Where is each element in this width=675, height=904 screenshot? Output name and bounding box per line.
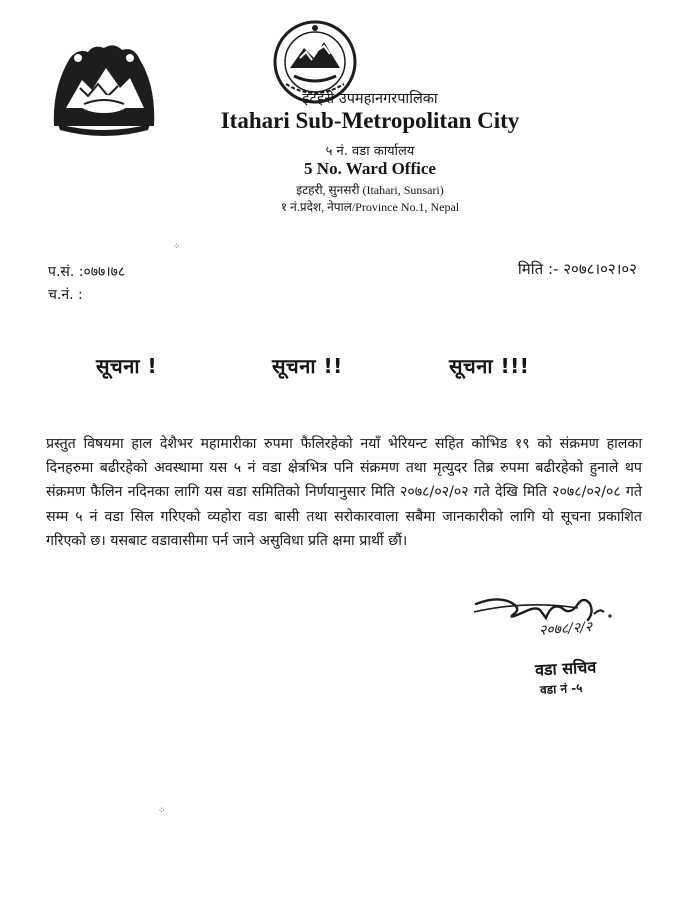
signatory-ward: वडा नं -५ — [539, 680, 583, 698]
handwritten-signature — [466, 590, 656, 720]
address-line-2: १ नं.प्रदेश, नेपाल/Province No.1, Nepal — [280, 200, 460, 214]
office-name-english: Itahari Sub-Metropolitan City — [220, 108, 520, 133]
signatory-title: वडा सचिव — [534, 657, 597, 680]
address-line-1: इटहरी, सुनसरी (Itahari, Sunsari) — [296, 183, 444, 197]
notice-heading-1: सूचना ! — [96, 354, 158, 378]
notice-heading-3: सूचना !!! — [449, 354, 530, 378]
scan-speck: ⁘ — [158, 806, 166, 816]
signature-date: २०७८/२/२ — [538, 619, 593, 639]
notice-body: प्रस्तुत विषयमा हाल देशैभर महामारीका रुपमा फैलिरहेको नयाँ भेरियन्ट सहित कोभिड १९ को संक्रमण हालका दिनहरुमा बढीरहेको अवस्थामा यस ५ नं वडा क्षेत्रभित्र पनि संक्रमण तथा मृत्युदर तिब्र रुपमा बढीरहेको हुनाले थप संक्रमण फैलिन नदिनका लागि यस वडा समितिको निर्णयानुसार मिति २०७८/०२/०२ गते देखि मिति २०७८/०२/०८ गते सम्म ५ नं वडा सिल गरिएको व्यहोरा वडा बासी तथा सरोकारवाला सबैमा जानकारीको लागि यो सूचना प्रकाशित गरिएको छ। यसबाट वडावासीमा पर्न जाने असुविधा प्रति क्षमा प्रार्थी छौं। — [46, 436, 642, 549]
office-name-nepali: इटहरी उपमहानगरपालिका — [302, 91, 438, 107]
ward-office-english: 5 No. Ward Office — [304, 159, 436, 178]
reference-number: प.सं. :०७७।७८ — [48, 264, 126, 280]
document-date: मिति :- २०७८।०२।०२ — [517, 260, 637, 278]
scan-speck: ⁘ — [173, 242, 181, 252]
ward-office-nepali: ५ नं. वडा कार्यालय — [325, 144, 415, 159]
nepal-emblem-icon — [48, 38, 160, 136]
dispatch-number: च.नं. : — [48, 287, 83, 303]
notice-heading-2: सूचना !! — [272, 354, 343, 378]
